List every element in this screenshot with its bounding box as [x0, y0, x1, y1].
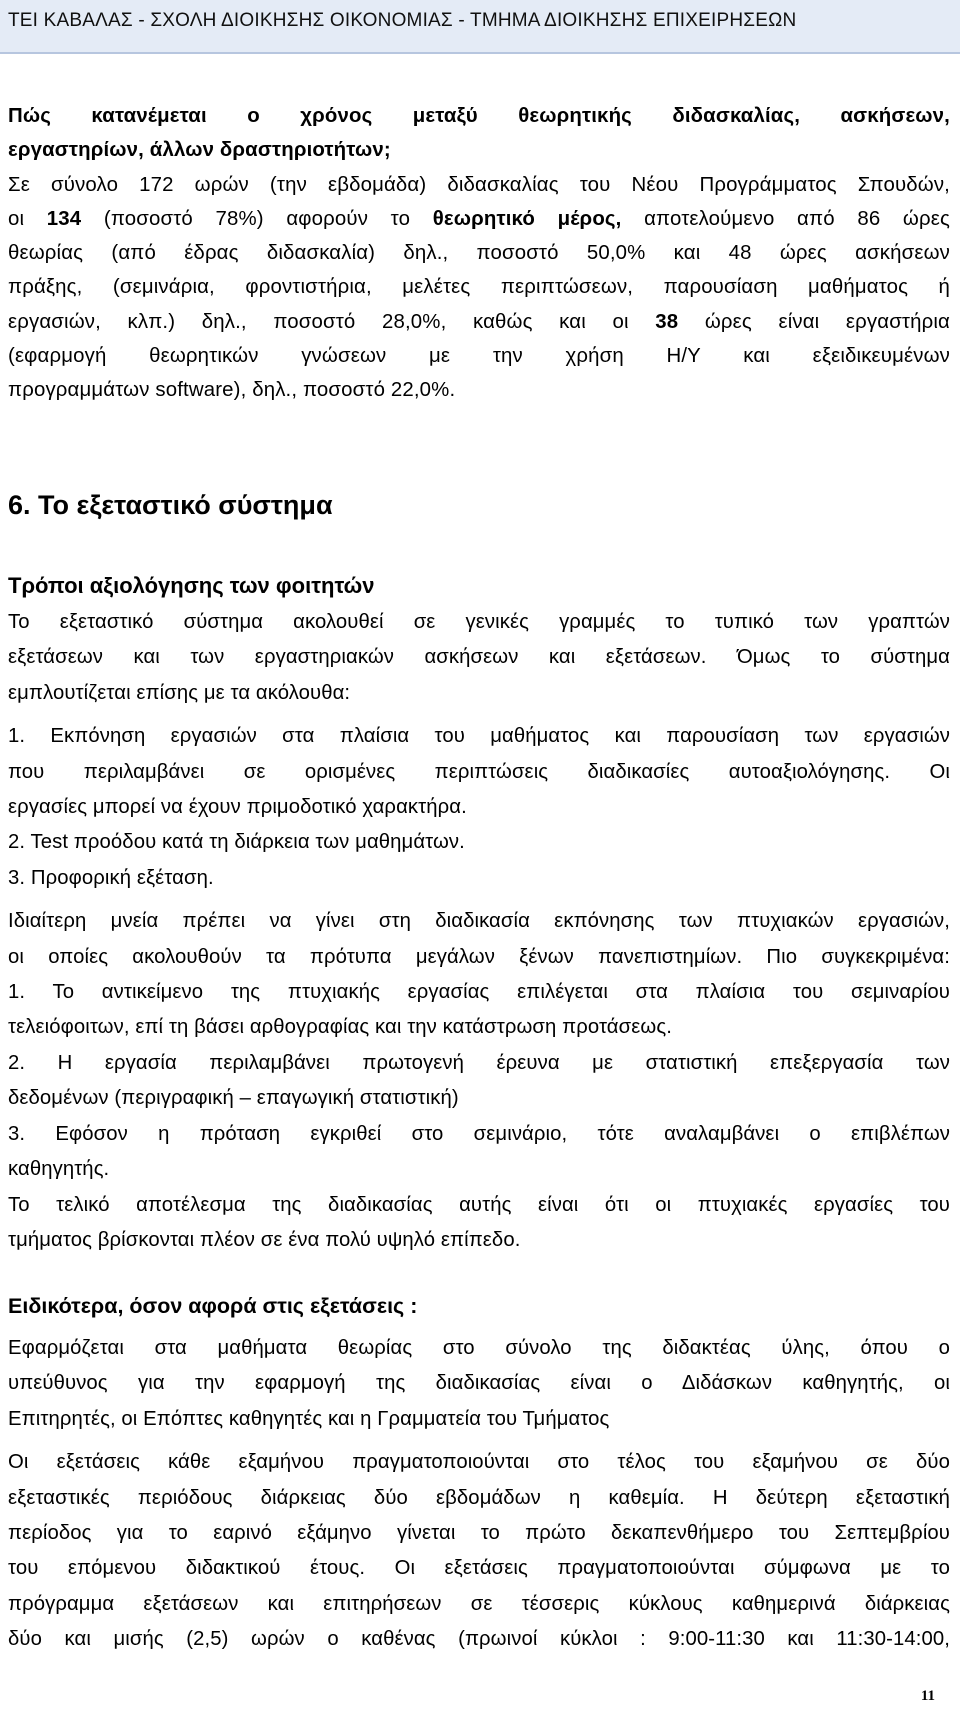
list-item: 1. Εκπόνηση εργασιών στα πλαίσια του μαθήματος και παρουσίαση των εργασιών	[8, 725, 950, 748]
paragraph-line: προγραμμάτων software), δηλ., ποσοστό 22,0%.	[8, 379, 456, 402]
exams-line: περίοδος για το εαρινό εξάμηνο γίνεται το πρώτο δεκαπενθήμερο του Σεπτεμβρίου	[8, 1522, 950, 1545]
thesis-line: καθηγητής.	[8, 1158, 110, 1181]
list-item: 3. Προφορική εξέταση.	[8, 866, 214, 889]
exams-line: πρόγραμμα εξετάσεων και επιτηρήσεων σε τέσσερις κύκλους καθημερινά διάρκειας	[8, 1592, 950, 1615]
thesis-line: τελειόφοιτων, επί τη βάσει αρθογραφίας και την κατάστρωση προτάσεως.	[8, 1016, 672, 1039]
question-line: εργαστηρίων, άλλων δραστηριοτήτων;	[8, 139, 391, 162]
bold-number: 38	[655, 310, 679, 333]
paragraph-line: θεωρίας (από έδρας διδασκαλία) δηλ., ποσοστό 50,0% και 48 ώρες ασκήσεων	[8, 242, 950, 265]
exams-line: Επιτηρητές, οι Επόπτες καθηγητές και η Γραμματεία του Τμήματος	[8, 1407, 610, 1430]
question-line: Πώς κατανέμεται ο χρόνος μεταξύ θεωρητικής διδασκαλίας, ασκήσεων,	[8, 105, 950, 127]
paragraph-line: (εφαρμογή θεωρητικών γνώσεων με την χρήση Η/Υ και εξειδικευμένων	[8, 345, 950, 368]
thesis-line: Ιδιαίτερη μνεία πρέπει να γίνει στη διαδικασία εκπόνησης των πτυχιακών εργασιών,	[8, 910, 950, 933]
exams-line: υπεύθυνος για την εφαρμογή της διαδικασίας είναι ο Διδάσκων καθηγητής, οι	[8, 1372, 950, 1395]
list-item: 2. Test προόδου κατά τη διάρκεια των μαθημάτων.	[8, 831, 465, 854]
bold-term: θεωρητικό μέρος,	[432, 207, 622, 230]
page-header	[0, 0, 960, 54]
thesis-line: 3. Εφόσον η πρόταση εγκριθεί στο σεμινάριο, τότε αναλαμβάνει ο επιβλέπων	[8, 1122, 950, 1145]
exams-heading: Ειδικότερα, όσον αφορά στις εξετάσεις :	[8, 1294, 418, 1318]
exams-line: εξεταστικές περιόδους διάρκειας δύο εβδομάδων η καθεμία. Η δεύτερη εξεταστική	[8, 1486, 950, 1509]
exams-line: του επόμενου διδακτικού έτους. Οι εξετάσεις πραγματοποιούνται σύμφωνα με το	[8, 1557, 950, 1580]
thesis-line: δεδομένων (περιγραφική – επαγωγική στατιστική)	[8, 1087, 459, 1110]
subsection-heading: Τρόποι αξιολόγησης των φοιτητών	[8, 573, 375, 598]
list-item: εργασίες μπορεί να έχουν πριμοδοτικό χαρακτήρα.	[8, 796, 467, 819]
intro-line: Το εξεταστικό σύστημα ακολουθεί σε γενικές γραμμές το τυπικό των γραπτών	[8, 611, 950, 633]
thesis-line: Το τελικό αποτέλεσμα της διαδικασίας αυτής είναι ότι οι πτυχιακές εργασίες του	[8, 1193, 950, 1216]
thesis-line: τμήματος βρίσκονται πλέον σε ένα πολύ υψηλό επίπεδο.	[8, 1228, 521, 1251]
exams-line: δύο και μισής (2,5) ωρών ο καθένας (πρωινοί κύκλοι : 9:00-11:30 και 11:30-14:00,	[8, 1628, 950, 1651]
paragraph-line: Σε σύνολο 172 ωρών (την εβδομάδα) διδασκαλίας του Νέου Προγράμματος Σπουδών,	[8, 173, 950, 196]
section-time-allocation	[8, 99, 950, 408]
bold-number: 134	[46, 207, 82, 230]
header-title: ΤΕΙ ΚΑΒΑΛΑΣ - ΣΧΟΛΗ ΔΙΟΙΚΗΣΗΣ ΟΙΚΟΝΟΜΙΑΣ - ΤΜΗΜΑ ΔΙΟΙΚΗΣΗΣ ΕΠΙΧΕΙΡΗΣΕΩΝ	[8, 10, 797, 31]
paragraph-line: εργασιών, κλπ.) δηλ., ποσοστό 28,0%, καθώς και οι 38 ώρες είναι εργαστήρια	[8, 310, 950, 333]
thesis-line: 1. Το αντικείμενο της πτυχιακής εργασίας επιλέγεται στα πλαίσια του σεμιναρίου	[8, 981, 950, 1004]
exams-line: Εφαρμόζεται στα μαθήματα θεωρίας στο σύνολο της διδακτέας ύλης, όπου ο	[8, 1337, 950, 1359]
list-item: που περιλαμβάνει σε ορισμένες περιπτώσεις διαδικασίες αυτοαξιολόγησης. Οι	[8, 760, 950, 783]
thesis-line: 2. Η εργασία περιλαμβάνει πρωτογενή έρευνα με στατιστική επεξεργασία των	[8, 1051, 950, 1074]
paragraph-line: οι 134 (ποσοστό 78%) αφορούν το θεωρητικό μέρος, αποτελούμενο από 86 ώρες	[8, 207, 950, 230]
page-number: 11	[920, 1688, 935, 1704]
thesis-line: οι οποίες ακολουθούν τα πρότυπα μεγάλων ξένων πανεπιστημίων. Πιο συγκεκριμένα:	[8, 945, 950, 968]
paragraph-line: πράξης, (σεμινάρια, φροντιστήρια, μελέτες περιπτώσεων, παρουσίαση μαθήματος ή	[8, 276, 950, 299]
section-exam-system	[8, 605, 950, 1258]
exams-line: Οι εξετάσεις κάθε εξαμήνου πραγματοποιούνται στο τέλος του εξαμήνου σε δύο	[8, 1451, 950, 1474]
intro-line: εμπλουτίζεται επίσης με τα ακόλουθα:	[8, 681, 351, 704]
section-heading: 6. Το εξεταστικό σύστημα	[8, 490, 333, 520]
intro-line: εξετάσεων και των εργαστηριακών ασκήσεων και εξετάσεων. Όμως το σύστημα	[8, 646, 950, 669]
section-exams	[8, 1331, 950, 1658]
